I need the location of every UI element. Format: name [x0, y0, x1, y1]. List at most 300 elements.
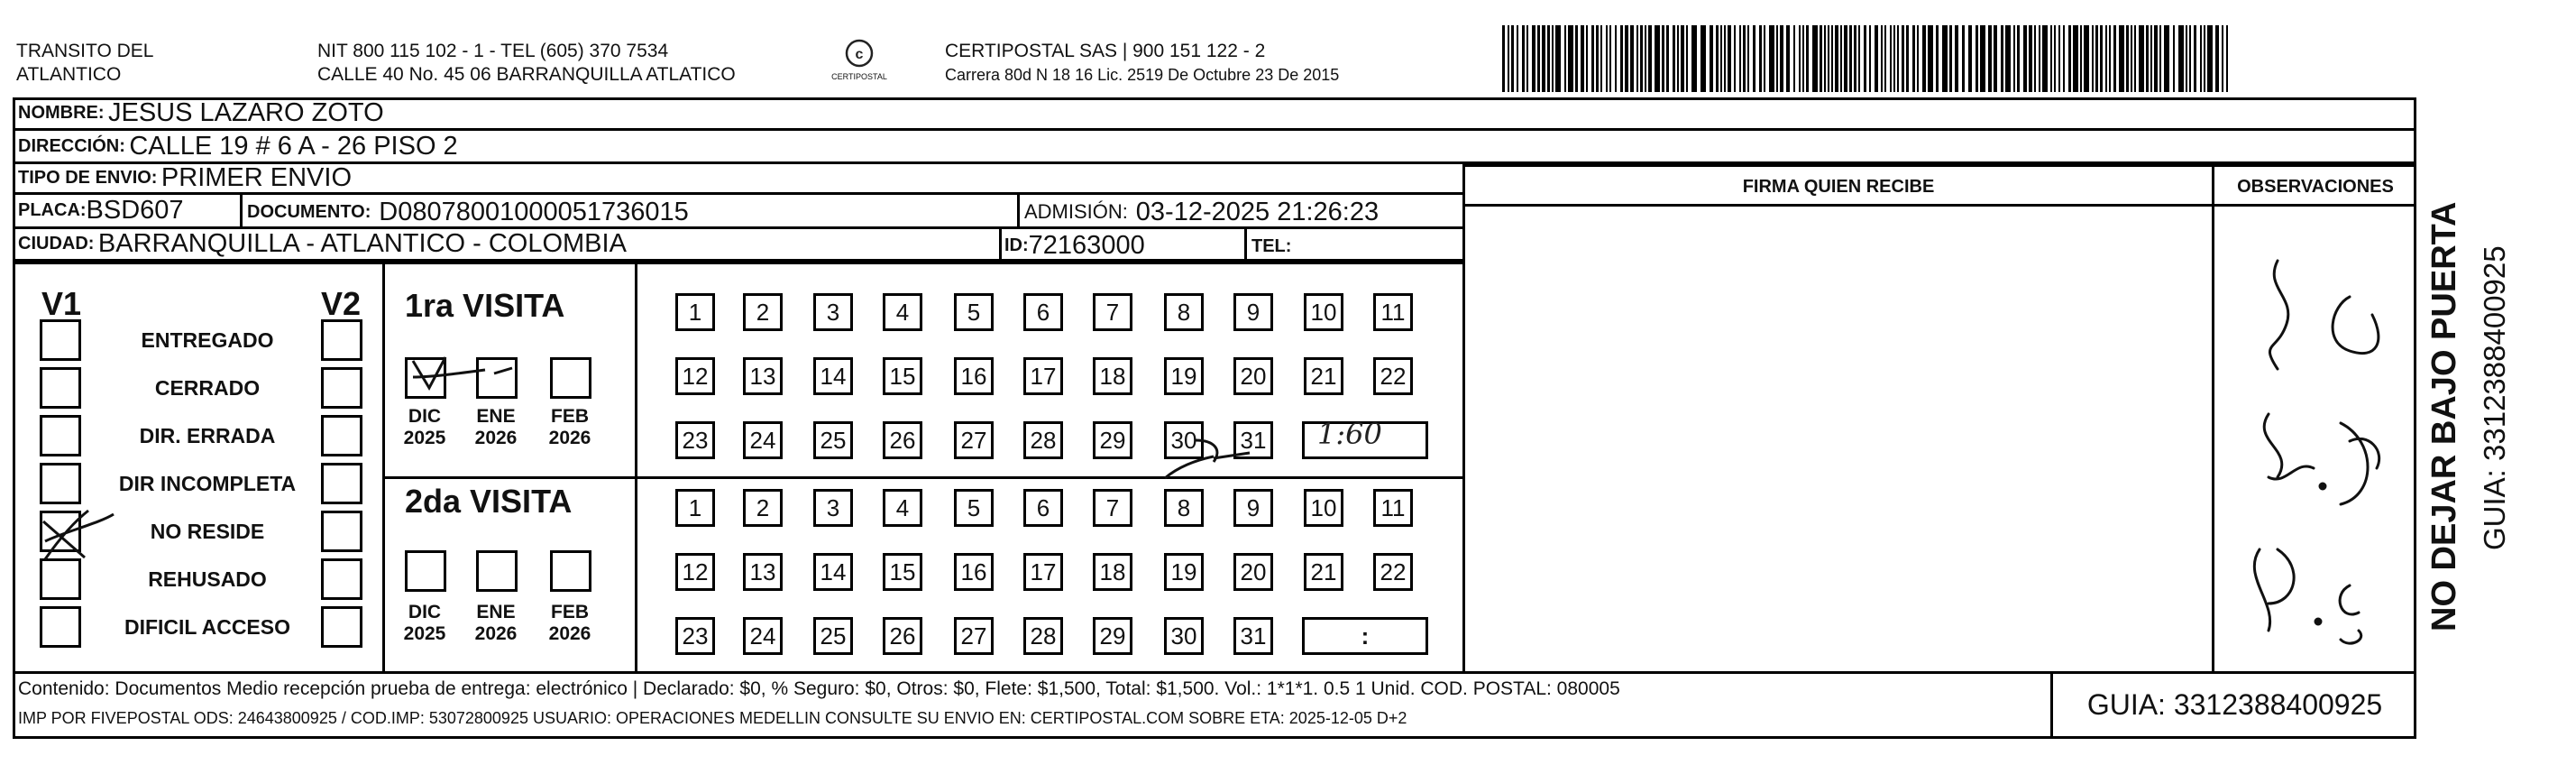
barcode-bar [2194, 25, 2196, 92]
visit2-day-box[interactable]: 17 [1023, 553, 1063, 591]
visit2-day-box[interactable]: 20 [1233, 553, 1273, 591]
barcode-bar [1869, 25, 1871, 92]
visit2-day-box[interactable]: 21 [1304, 553, 1343, 591]
visit2-day-box[interactable]: 9 [1233, 489, 1273, 527]
visit2-month-label [537, 602, 602, 645]
barcode-bar [1902, 25, 1904, 92]
barcode-bar [1606, 25, 1608, 92]
documento-label: DOCUMENTO: [247, 201, 371, 222]
visit2-day-box[interactable]: 30 [1164, 617, 1204, 655]
barcode-bar [2034, 25, 2036, 92]
visit2-day-box[interactable]: 25 [813, 617, 853, 655]
barcode-bar [1691, 25, 1697, 92]
barcode-bar [1701, 25, 1706, 92]
barcode-bar [1769, 25, 1774, 92]
status-v2-checkbox[interactable] [321, 415, 362, 456]
barcode-bar [1890, 25, 1892, 92]
id-label: ID: [1004, 235, 1029, 255]
barcode-bar [2105, 25, 2107, 92]
barcode-bar [1980, 25, 1985, 92]
status-label: ENTREGADO [141, 328, 274, 352]
visit1-day-box[interactable]: 28 [1023, 421, 1063, 459]
sender-name-line1: TRANSITO DEL [16, 41, 154, 61]
v2-label: V2 [321, 285, 362, 322]
barcode-bar [2134, 25, 2136, 92]
barcode-bar [1858, 25, 1860, 92]
visit1-day-box[interactable]: 20 [1233, 357, 1273, 395]
barcode-bar [1673, 25, 1675, 92]
visit1-day-box[interactable]: 27 [954, 421, 994, 459]
visit2-month-label [392, 602, 457, 645]
visit2-day-box[interactable]: 15 [883, 553, 922, 591]
status-v2-checkbox[interactable] [321, 558, 362, 600]
barcode-bar [1820, 25, 1822, 92]
ciudad-label: CIUDAD: [18, 234, 95, 253]
status-label: DIFICIL ACCESO [124, 615, 290, 639]
logo-text: CERTIPOSTAL [831, 72, 887, 81]
barcode-bar [1994, 25, 1997, 92]
barcode-bar [1724, 25, 1726, 92]
visit2-day-box[interactable]: 26 [883, 617, 922, 655]
visit2-month-checkbox[interactable] [550, 550, 591, 592]
visit2-day-box[interactable]: 11 [1373, 489, 1413, 527]
barcode-bar [1522, 25, 1525, 92]
visit2-day-box[interactable]: 29 [1093, 617, 1132, 655]
company-line: CERTIPOSTAL SAS | 900 151 122 - 2 [945, 41, 1266, 61]
month-name: DIC [408, 406, 442, 427]
barcode-bar [1547, 25, 1550, 92]
documento-field [247, 198, 689, 226]
barcode-bar [2200, 25, 2202, 92]
visit-divider [385, 476, 1462, 479]
direccion-row [13, 131, 2416, 164]
month-year: 2025 [403, 428, 446, 448]
visit1-month-label [537, 406, 602, 449]
visit1-day-box[interactable]: 2 [743, 293, 783, 331]
barcode-bar [1828, 25, 1829, 92]
placa-value: BSD607 [86, 196, 184, 225]
barcode-bar [2154, 25, 2158, 92]
status-v1-checkbox[interactable] [40, 367, 81, 409]
month-year: 2026 [474, 623, 518, 644]
barcode-bar [2042, 25, 2048, 92]
visit2-day-box[interactable]: 27 [954, 617, 994, 655]
visit2-day-box[interactable]: 10 [1304, 489, 1343, 527]
firma-top-border [1462, 164, 2416, 167]
barcode-bar [1849, 25, 1852, 92]
barcode-bar [1734, 25, 1736, 92]
visit2-month-checkbox[interactable] [405, 550, 446, 592]
tel-label: TEL: [1251, 236, 1292, 256]
month-year: 2025 [403, 623, 446, 644]
tipo-envio-label: TIPO DE ENVIO: [18, 168, 158, 188]
placa-divider [240, 195, 243, 229]
barcode-bar [1526, 25, 1528, 92]
barcode-bar [1581, 25, 1584, 92]
barcode-bar [1942, 25, 1948, 92]
barcode-bar [1753, 25, 1756, 92]
visit2-day-box[interactable]: 18 [1093, 553, 1132, 591]
barcode-bar [1928, 25, 1933, 92]
barcode-bar [2159, 25, 2161, 92]
barcode-bar [2131, 25, 2132, 92]
barcode-bar [1677, 25, 1679, 92]
nombre-label: NOMBRE: [18, 102, 105, 123]
barcode-bar [2050, 25, 2052, 92]
id-field [1004, 232, 1145, 259]
barcode-bar [2226, 25, 2228, 92]
barcode-bar [1655, 25, 1660, 92]
barcode-bar [1681, 25, 1684, 92]
visit2-day-box[interactable]: 8 [1164, 489, 1204, 527]
month-name: DIC [408, 602, 442, 622]
barcode-bar [1812, 25, 1818, 92]
visit1-day-box[interactable]: 14 [813, 357, 853, 395]
visit1-dic-check-mark [404, 350, 557, 404]
visit1-day-box[interactable]: 17 [1023, 357, 1063, 395]
visit1-day-box[interactable]: 23 [675, 421, 715, 459]
visit1-time-box[interactable] [1302, 417, 1428, 459]
visit1-day-box[interactable]: 15 [883, 357, 922, 395]
barcode-bar [2204, 25, 2205, 92]
visit1-day-box[interactable]: 24 [743, 421, 783, 459]
barcode-bar [1955, 25, 1958, 92]
barcode-bar [1728, 25, 1731, 92]
barcode-bar [2029, 25, 2032, 92]
visit1-day-box[interactable]: 30 [1164, 421, 1204, 459]
visit2-month-label [463, 602, 528, 645]
barcode-bar [2139, 25, 2144, 92]
barcode [1502, 25, 2234, 92]
visit1-day-box[interactable]: 3 [813, 293, 853, 331]
side-warning: NO DEJAR BAJO PUERTA [2425, 201, 2463, 631]
visit1-day-box[interactable]: 18 [1093, 357, 1132, 395]
observaciones-handwriting [2214, 207, 2416, 671]
sender-name-line2: ATLANTICO [16, 64, 122, 85]
month-name: ENE [476, 406, 516, 427]
visit1-title: 1ra VISITA [405, 287, 565, 324]
status-v2-checkbox[interactable] [321, 367, 362, 409]
barcode-bar [2207, 25, 2213, 92]
visit-month-divider [635, 262, 637, 671]
status-label: CERRADO [154, 376, 261, 400]
visit2-day-box[interactable]: 2 [743, 489, 783, 527]
svg-text:c: c [855, 47, 864, 62]
visit2-day-box[interactable]: 3 [813, 489, 853, 527]
visit1-day-box[interactable]: 6 [1023, 293, 1063, 331]
visit1-day-box[interactable]: 5 [954, 293, 994, 331]
visit1-month-label [392, 406, 457, 449]
month-name: ENE [476, 602, 516, 622]
barcode-bar [1764, 25, 1765, 92]
nombre-value: JESUS LAZARO ZOTO [108, 97, 384, 127]
firma-area[interactable] [1465, 207, 2212, 671]
visit2-day-box[interactable]: 28 [1023, 617, 1063, 655]
barcode-bar [2095, 25, 2098, 92]
barcode-bar [1759, 25, 1762, 92]
barcode-bar [2063, 25, 2065, 92]
barcode-bar [2186, 25, 2187, 92]
barcode-bar [1609, 25, 1611, 92]
month-year: 2026 [548, 623, 591, 644]
barcode-bar [1962, 25, 1965, 92]
visit2-day-box[interactable]: 23 [675, 617, 715, 655]
status-v1-checkbox[interactable] [40, 415, 81, 456]
admision-field [1024, 198, 1379, 226]
barcode-bar [2001, 25, 2003, 92]
visit2-day-box[interactable]: 4 [883, 489, 922, 527]
barcode-bar [2173, 25, 2175, 92]
visit1-day-box[interactable]: 16 [954, 357, 994, 395]
barcode-bar [2073, 25, 2078, 92]
barcode-bar [2084, 25, 2089, 92]
barcode-bar [1508, 25, 1509, 92]
barcode-bar [1686, 25, 1688, 92]
barcode-bar [1793, 25, 1795, 92]
visit1-month-label [463, 406, 528, 449]
side-guia: GUIA: 3312388400925 [2478, 245, 2511, 550]
barcode-bar [1640, 25, 1643, 92]
barcode-bar [1881, 25, 1883, 92]
visit2-day-box[interactable]: 16 [954, 553, 994, 591]
status-v2-checkbox[interactable] [321, 463, 362, 504]
barcode-bar [1893, 25, 1895, 92]
barcode-bar [1786, 25, 1790, 92]
documento-value: D08078001000051736015 [379, 197, 689, 226]
status-top-border [13, 262, 1464, 264]
status-label: REHUSADO [148, 567, 267, 591]
barcode-bar [1949, 25, 1952, 92]
barcode-bar [1625, 25, 1628, 92]
barcode-bar [1824, 25, 1826, 92]
nombre-row [13, 97, 2416, 131]
sender-nit: NIT 800 115 102 - 1 - TEL (605) 370 7534 [317, 41, 669, 61]
barcode-bar [1552, 25, 1554, 92]
barcode-bar [1720, 25, 1722, 92]
barcode-bar [1645, 25, 1646, 92]
barcode-bar [1806, 25, 1809, 92]
barcode-bar [1864, 25, 1866, 92]
admision-value: 03-12-2025 21:26:23 [1135, 197, 1380, 226]
barcode-bar [2109, 25, 2111, 92]
barcode-bar [1988, 25, 1992, 92]
visit1-day-box[interactable]: 8 [1164, 293, 1204, 331]
tipo-envio-value: PRIMER ENVIO [160, 163, 353, 192]
visit2-day-box[interactable]: 13 [743, 553, 783, 591]
barcode-bar [1586, 25, 1588, 92]
barcode-bar [1517, 25, 1518, 92]
visit1-day-box[interactable]: 9 [1233, 293, 1273, 331]
barcode-bar [1906, 25, 1909, 92]
visit2-day-box[interactable]: 7 [1093, 489, 1132, 527]
barcode-bar [1620, 25, 1623, 92]
barcode-bar [1710, 25, 1713, 92]
tipo-envio-row [13, 164, 1464, 195]
barcode-bar [2017, 25, 2020, 92]
visit1-day-box[interactable]: 4 [883, 293, 922, 331]
barcode-bar [1743, 25, 1746, 92]
barcode-bar [2039, 25, 2040, 92]
barcode-bar [1917, 25, 1919, 92]
month-year: 2026 [474, 428, 518, 448]
barcode-bar [1555, 25, 1561, 92]
visit2-time-box[interactable]: : [1302, 617, 1428, 655]
v1-label: V1 [41, 285, 82, 322]
direccion-value: CALLE 19 # 6 A - 26 PISO 2 [129, 131, 458, 161]
visit1-day-box[interactable]: 25 [813, 421, 853, 459]
barcode-bar [1747, 25, 1749, 92]
barcode-bar [2222, 25, 2223, 92]
barcode-bar [2092, 25, 2094, 92]
barcode-bar [1831, 25, 1833, 92]
visit2-day-box[interactable]: 6 [1023, 489, 1063, 527]
barcode-bar [1936, 25, 1939, 92]
barcode-bar [1600, 25, 1602, 92]
visit1-day-box[interactable]: 31 [1233, 421, 1273, 459]
sender-address: CALLE 40 No. 45 06 BARRANQUILLA ATLATICO [317, 64, 736, 85]
month-year: 2026 [548, 428, 591, 448]
barcode-bar [2068, 25, 2071, 92]
observaciones-header: OBSERVACIONES [2237, 177, 2394, 197]
barcode-bar [1615, 25, 1617, 92]
footer-guia: GUIA: 3312388400925 [2086, 688, 2383, 721]
visit1-time-handwritten: 1:60 [1317, 417, 1382, 451]
visit1-day-box[interactable]: 11 [1373, 293, 1413, 331]
barcode-bar [2113, 25, 2116, 92]
visit2-day-box[interactable]: 14 [813, 553, 853, 591]
barcode-bar [1840, 25, 1842, 92]
barcode-bar [1835, 25, 1838, 92]
barcode-bar [1884, 25, 1886, 92]
visit1-day-box[interactable]: 19 [1164, 357, 1204, 395]
footer-line2: IMP POR FIVEPOSTAL ODS: 24643800925 / COD.IMP: 53072800925 USUARIO: OPERACIONES MEDELLIN CONSULTE SU ENVIO EN: CERTIPOSTAL.COM SOBRE ETA: 2025-12-05 D+2 [18, 709, 1407, 727]
barcode-bar [1802, 25, 1804, 92]
barcode-bar [1854, 25, 1856, 92]
id-value: 72163000 [1028, 230, 1145, 260]
visit1-day-box[interactable]: 26 [883, 421, 922, 459]
barcode-bar [1630, 25, 1634, 92]
footer-line1: Contenido: Documentos Medio recepción prueba de entrega: electrónico | Declarado: $0, % Seguro: $0, Otros: $0, Flete: $1,500, Total: $1,500. Vol.: 1*1*1. 0.5 1 Unid. COD. POSTAL: 080005 [18, 678, 1620, 699]
barcode-bar [2013, 25, 2015, 92]
visit1-day-box[interactable]: 29 [1093, 421, 1132, 459]
barcode-bar [1912, 25, 1915, 92]
barcode-bar [1568, 25, 1573, 92]
barcode-bar [2178, 25, 2184, 92]
barcode-bar [1564, 25, 1566, 92]
placa-label: PLACA: [18, 200, 87, 220]
firma-header: FIRMA QUIEN RECIBE [1742, 177, 1935, 197]
visit2-month-checkbox[interactable] [476, 550, 518, 592]
status-v1-checkbox[interactable] [40, 606, 81, 648]
barcode-bar [1739, 25, 1741, 92]
status-v2-checkbox[interactable] [321, 606, 362, 648]
license-line: Carrera 80d N 18 16 Lic. 2519 De Octubre 23 De 2015 [945, 66, 1340, 84]
visit2-day-box[interactable]: 1 [675, 489, 715, 527]
barcode-bar [1799, 25, 1801, 92]
barcode-bar [2058, 25, 2060, 92]
barcode-bar [1502, 25, 1505, 92]
id-divider [999, 229, 1002, 262]
status-v2-checkbox[interactable] [321, 319, 362, 361]
barcode-bar [1591, 25, 1594, 92]
barcode-bar [1875, 25, 1878, 92]
month-name: FEB [551, 406, 589, 427]
visit1-day-box[interactable]: 22 [1373, 357, 1413, 395]
visit2-day-box[interactable]: 31 [1233, 617, 1273, 655]
barcode-bar [1968, 25, 1972, 92]
barcode-bar [1780, 25, 1783, 92]
barcode-bar [2215, 25, 2219, 92]
barcode-bar [1922, 25, 1926, 92]
certipostal-logo [828, 38, 891, 88]
barcode-bar [2189, 25, 2191, 92]
status-v1-checkbox[interactable] [40, 319, 81, 361]
barcode-bar [2023, 25, 2027, 92]
visit1-day-box[interactable]: 21 [1304, 357, 1343, 395]
barcode-bar [1976, 25, 1978, 92]
direccion-label: DIRECCIÓN: [18, 135, 125, 156]
status-label: DIR INCOMPLETA [118, 472, 297, 495]
barcode-bar [2164, 25, 2169, 92]
barcode-bar [2126, 25, 2129, 92]
barcode-bar [1662, 25, 1664, 92]
month-name: FEB [551, 602, 589, 622]
status-label: DIR. ERRADA [139, 424, 276, 447]
barcode-bar [2146, 25, 2149, 92]
visit2-day-box[interactable]: 5 [954, 489, 994, 527]
status-v2-checkbox[interactable] [321, 511, 362, 552]
barcode-bar [2119, 25, 2124, 92]
no-reside-check-mark [36, 505, 117, 568]
barcode-bar [1596, 25, 1599, 92]
barcode-bar [1537, 25, 1540, 92]
barcode-bar [2100, 25, 2103, 92]
visit2-day-box[interactable]: 12 [675, 553, 715, 591]
barcode-bar [1542, 25, 1545, 92]
visit1-day-box[interactable]: 10 [1304, 293, 1343, 331]
barcode-bar [2150, 25, 2152, 92]
status-right-border [382, 262, 385, 671]
visit2-day-box[interactable]: 24 [743, 617, 783, 655]
barcode-bar [1575, 25, 1578, 92]
visit2-day-box[interactable]: 22 [1373, 553, 1413, 591]
status-v1-checkbox[interactable] [40, 463, 81, 504]
barcode-bar [2080, 25, 2082, 92]
barcode-bar [1716, 25, 1719, 92]
barcode-bar [1897, 25, 1899, 92]
barcode-bar [1532, 25, 1536, 92]
visit1-day-box[interactable]: 7 [1093, 293, 1132, 331]
barcode-bar [2005, 25, 2011, 92]
visit1-day-box[interactable]: 13 [743, 357, 783, 395]
barcode-bar [1776, 25, 1778, 92]
visit2-title: 2da VISITA [405, 483, 573, 520]
admision-label: ADMISIÓN: [1024, 200, 1128, 223]
barcode-bar [1844, 25, 1847, 92]
barcode-bar [1648, 25, 1652, 92]
visit1-day30-mark [1160, 422, 1259, 485]
barcode-bar [1636, 25, 1638, 92]
visit1-day-box[interactable]: 12 [675, 357, 715, 395]
barcode-bar [1511, 25, 1514, 92]
barcode-bar [2054, 25, 2056, 92]
visit1-day-box[interactable]: 1 [675, 293, 715, 331]
tel-divider [1244, 229, 1247, 262]
visit2-day-box[interactable]: 19 [1164, 553, 1204, 591]
status-label: NO RESIDE [150, 520, 265, 543]
ciudad-value: BARRANQUILLA - ATLANTICO - COLOMBIA [97, 229, 627, 258]
barcode-bar [1666, 25, 1669, 92]
